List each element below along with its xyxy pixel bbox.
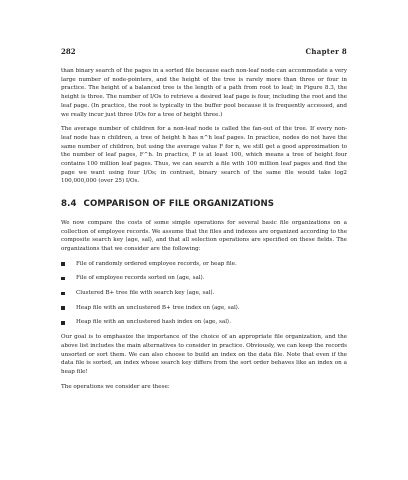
bullet-icon xyxy=(61,321,65,325)
paragraph-intro: We now compare the costs of some simple operations for several basic file organizations on a collection of employee records. We assume that the files and indexes are organized according to the composite search key ⟨age, sal⟩, and that all selection operations are specified on these fields. The organizations that we consider are the following: xyxy=(61,219,347,252)
bullet-icon xyxy=(61,277,65,281)
list-item xyxy=(61,260,347,269)
list-item-text: Clustered B+ tree file with search key ⟨age, sal⟩. xyxy=(76,290,215,297)
file-organization-list xyxy=(61,260,347,328)
list-item-text: Heap file with an unclustered B+ tree index on ⟨age, sal⟩. xyxy=(76,304,240,311)
list-item-text: File of randomly ordered employee records, or heap file. xyxy=(76,260,237,267)
section-title: COMPARISON OF FILE ORGANIZATIONS xyxy=(83,199,275,210)
list-item-text: Heap file with an unclustered hash index on ⟨age, sal⟩. xyxy=(76,319,231,326)
page-number: 282 xyxy=(61,47,76,56)
list-item-text: File of employee records sorted on ⟨age, sal⟩. xyxy=(76,275,205,282)
list-item xyxy=(61,304,347,313)
bullet-icon xyxy=(61,306,65,310)
list-item xyxy=(61,318,347,327)
chapter-title: Chapter 8 xyxy=(305,47,347,56)
list-item xyxy=(61,289,347,298)
paragraph-closing: The operations we consider are these: xyxy=(61,383,170,390)
running-header xyxy=(61,47,347,57)
page-body xyxy=(61,67,347,397)
bullet-icon xyxy=(61,262,65,266)
paragraph-fan-out: The average number of children for a non-leaf node is called the fan-out of the tree. If every non-leaf node has n children, a tree of height h has n^h leaf pages. In practice, nodes do not have the same number of children, but using the average value F for n, we still get a good approximation to the number of leaf pages, F^h. In practice, F is at least 100, which means a tree of height four contains 100 million leaf pages. Thus, we can search a file with 100 million leaf pages and find the page we want using four I/Os; in contrast, binary search of the same file would take log2 100,000,000 (over 25) I/Os. xyxy=(61,126,347,185)
paragraph-btree-height: than binary search of the pages in a sorted file because each non-leaf node can accommodate a very large number of node-pointers, and the height of the tree is rarely more than three or four in practice. The height of a balanced tree is the length of a path from root to leaf; in Figure 8.3, the height is three. The number of I/Os to retrieve a desired leaf page is four, including the root and the leaf page. (In practice, the root is typically in the buffer pool because it is frequently accessed, and we really incur just three I/Os for a tree of height three.) xyxy=(61,68,347,118)
bullet-icon xyxy=(61,292,65,296)
paragraph-goal: Our goal is to emphasize the importance of the choice of an appropriate file organization, and the above list includes the main alternatives to consider in practice. Obviously, we can keep the records unsorted or sort them. We can also choose to build an index on the data file. Note that even if the data file is sorted, an index whose search key differs from the sort order behaves like an index on a heap file! xyxy=(61,334,347,375)
list-item xyxy=(61,274,347,283)
section-heading xyxy=(61,200,347,209)
section-number: 8.4 xyxy=(61,199,77,210)
